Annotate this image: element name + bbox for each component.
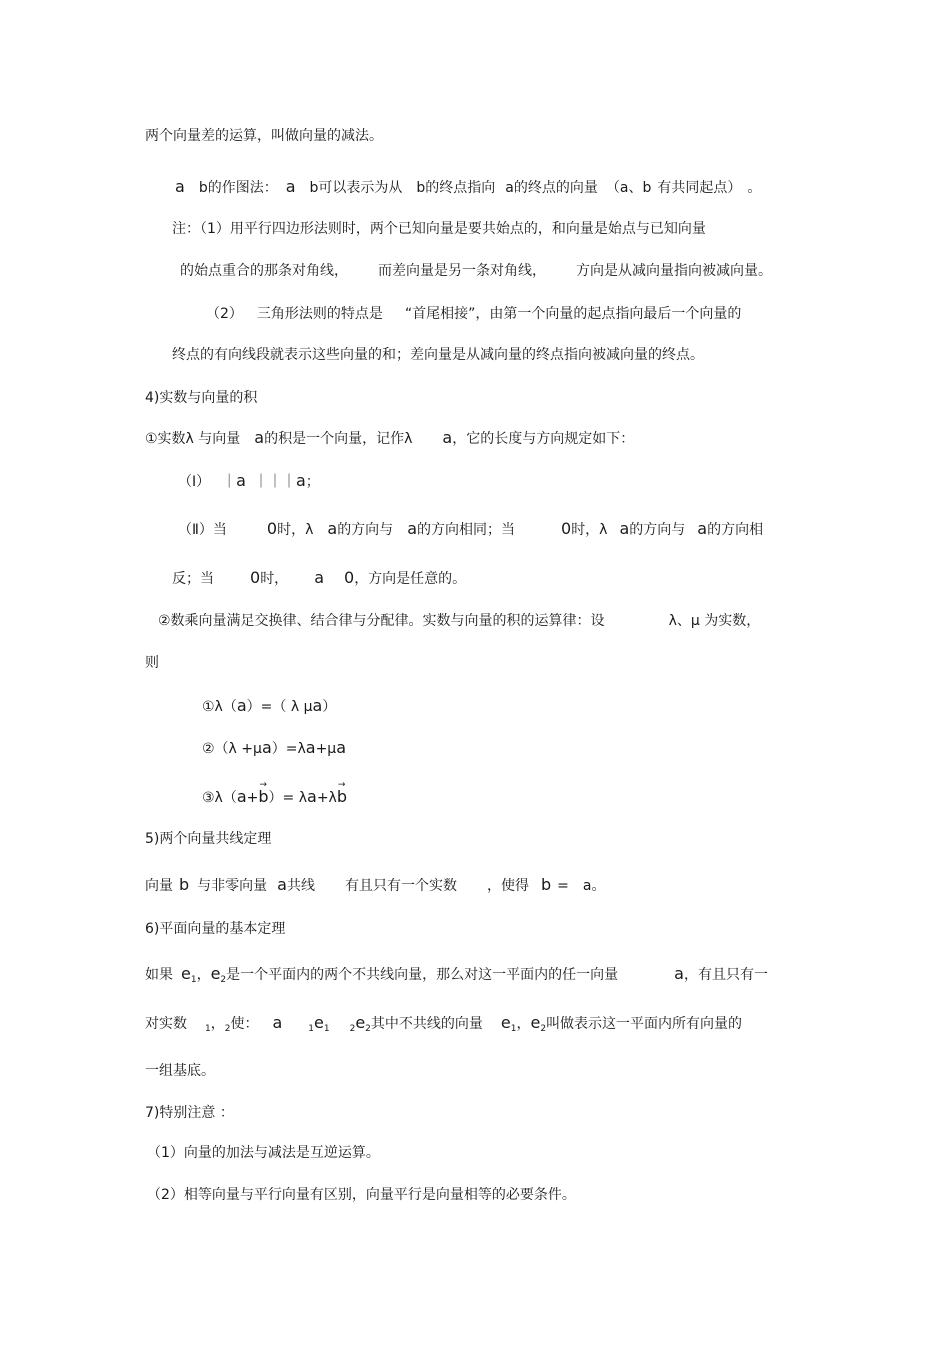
text-span: ，方向是任意的。 — [354, 571, 467, 587]
text-span: a的终点的向量 — [505, 180, 598, 196]
text-span: ； — [305, 474, 320, 490]
text-span: 的始点重合的那条对角线， — [180, 263, 348, 279]
section-heading: 6)平面向量的基本定理 — [145, 921, 286, 937]
basis-theorem-line — [145, 965, 768, 989]
note-item: （1）向量的加法与减法是互逆运算。 — [147, 1145, 380, 1161]
subscript: 2 — [349, 1024, 356, 1034]
formula-distributive-vector — [202, 788, 347, 807]
vector-a: a — [674, 964, 684, 983]
text-span: 向量 — [145, 878, 173, 894]
vector-a: a — [236, 696, 247, 715]
vector-a: a — [619, 519, 630, 538]
zero-symbol: 0 — [561, 519, 572, 538]
vector-a: a — [442, 428, 453, 447]
vector-a: a — [236, 471, 246, 490]
text-span: 的方向相同；当 — [417, 522, 515, 538]
text-span: 的方向相 — [707, 522, 764, 538]
text-line: 两个向量差的运算，叫做向量的减法。 — [145, 128, 383, 144]
text-span: 时，λ — [571, 522, 608, 538]
vector-b: → b — [337, 788, 347, 806]
vector-b: b — [179, 875, 190, 894]
text-span: 时， — [260, 571, 289, 587]
vector-e1: e — [181, 964, 191, 983]
subscript: 1 — [323, 1024, 330, 1034]
text-span: ，有且只有一 — [683, 967, 768, 983]
text-span: ， — [516, 1016, 531, 1032]
text-span: ②数乘向量满足交换律、结合律与分配律。实数与向量的积的运算律：设 — [158, 613, 605, 629]
vector-a: a — [327, 519, 338, 538]
zero-symbol: 0 — [266, 519, 278, 538]
vector-a: a — [307, 787, 317, 806]
text-span: b的作图法： — [198, 180, 278, 196]
text-span: ）= λ — [268, 790, 308, 806]
text-span: 的方向与 — [337, 522, 394, 538]
vector-e2: e — [210, 964, 221, 983]
note-line — [206, 305, 741, 323]
vector-e2: e — [530, 1013, 541, 1032]
formula-associative — [202, 697, 336, 716]
zero-symbol: 0 — [250, 568, 261, 587]
text-span: ①λ（ — [202, 699, 237, 715]
zero-symbol: 0 — [344, 568, 355, 587]
note-line — [180, 262, 772, 280]
text-span: 有且只有一个实数 — [344, 878, 457, 894]
vector-b: b — [540, 875, 552, 894]
text-span: ， — [210, 1016, 225, 1032]
vector-e1: e — [314, 1013, 324, 1032]
basis-theorem-line — [145, 1014, 742, 1038]
text-span: ，使得 — [486, 878, 529, 894]
subscript: 2 — [540, 1024, 547, 1034]
text-span: （Ⅱ）当 — [178, 522, 227, 538]
text-span: 。 — [747, 180, 762, 196]
vector-a: a — [254, 428, 265, 447]
section-heading: 7)特别注意 ： — [145, 1105, 234, 1121]
text-span: ）=（ λ μ — [246, 699, 313, 715]
text-span: （2） — [206, 306, 243, 322]
operation-laws-line — [158, 612, 760, 630]
vector-a: a — [336, 738, 347, 757]
vector-a: a — [175, 177, 185, 196]
text-span: （Ⅰ） — [178, 474, 211, 490]
text-span: ｜ — [222, 474, 237, 490]
subscript: 2 — [220, 975, 227, 985]
vector-a: a — [295, 471, 306, 490]
section-heading: 5)两个向量共线定理 — [145, 831, 272, 847]
subscript: 1 — [190, 975, 197, 985]
text-span: b的终点指向 — [416, 180, 496, 196]
vector-a: a — [261, 738, 272, 757]
text-span: 反；当 — [172, 571, 214, 587]
vector-a: a — [314, 568, 324, 587]
text-span: +λ — [316, 790, 337, 806]
vector-a: a — [285, 177, 296, 196]
formula-distributive-scalar — [202, 739, 346, 758]
vector-a: a — [312, 696, 323, 715]
text-span: 而差向量是另一条对角线， — [378, 263, 546, 279]
subscript: 1 — [205, 1024, 211, 1034]
subscript: 2 — [224, 1024, 231, 1034]
text-span: 三角形法则的特点是 — [256, 306, 383, 322]
subscript: 1 — [308, 1024, 315, 1034]
text-span: ，它的长度与方向规定如下： — [452, 431, 635, 447]
text-span: 。 — [591, 878, 606, 894]
vector-a: a — [582, 878, 592, 894]
text-span: ①实数λ 与向量 — [145, 431, 241, 447]
text-span: 是一个平面内的两个不共线向量，那么对这一平面内的任一向量 — [226, 967, 619, 983]
text-span: +μ — [315, 741, 337, 757]
text-span: 方向是从减向量指向被减向量。 — [576, 263, 772, 279]
text-span: = — [557, 878, 569, 894]
text-span: 叫做表示这一平面内所有向量的 — [546, 1016, 743, 1032]
text-span: 对实数 — [145, 1016, 187, 1032]
text-span: 有共同起点） — [657, 180, 742, 196]
vector-a: a — [236, 787, 247, 806]
vector-a: a — [305, 738, 316, 757]
text-span: ②（λ +μ — [202, 741, 262, 757]
vector-e2: e — [355, 1013, 366, 1032]
text-span: ③λ（ — [202, 790, 237, 806]
section-heading: 4)实数与向量的积 — [145, 390, 258, 406]
subtraction-construction-line — [175, 178, 761, 197]
vector-e1: e — [500, 1013, 511, 1032]
formula-line — [178, 520, 763, 539]
formula-line — [172, 569, 466, 588]
text-span: λ、μ 为实数， — [668, 613, 761, 629]
text-span: a、b — [619, 180, 652, 196]
note-line: 注：（1）用平行四边形法则时，两个已知向量是要共始点的，和向量是始点与已知向量 — [172, 221, 706, 237]
vector-a: a — [277, 875, 287, 894]
note-item: （2）相等向量与平行向量有区别，向量平行是向量相等的必要条件。 — [147, 1187, 576, 1203]
text-span: （ — [605, 180, 620, 196]
text-span: 如果 — [145, 967, 173, 983]
text-span: ， — [196, 967, 211, 983]
formula-line — [178, 472, 320, 491]
text-span: 使： — [230, 1016, 259, 1032]
text-span: ｜｜｜ — [253, 474, 296, 490]
vector-a: a — [697, 519, 708, 538]
text-span: + — [246, 790, 259, 806]
vector-a: a — [272, 1013, 283, 1032]
text-span: 共线 — [286, 878, 315, 894]
text-span: “首尾相接”，由第一个向量的起点指向最后一个向量的 — [404, 306, 742, 322]
text-span: 的积是一个向量，记作λ — [264, 431, 413, 447]
text-span: 的方向与 — [629, 522, 686, 538]
text-line: 一组基底。 — [145, 1063, 215, 1079]
collinear-theorem-line — [145, 876, 605, 895]
text-span: b可以表示为从 — [309, 180, 403, 196]
text-span: 其中不共线的向量 — [370, 1016, 483, 1032]
text-span: 时，λ — [277, 522, 314, 538]
text-span: ）=λ — [271, 741, 306, 757]
subscript: 2 — [365, 1024, 371, 1034]
subscript: 1 — [510, 1024, 517, 1034]
vector-a: a — [407, 519, 417, 538]
text-line: 则 — [145, 655, 159, 671]
vector-b: → b — [258, 788, 268, 806]
definition-line — [145, 429, 634, 448]
text-span: ） — [322, 699, 337, 715]
note-line: 终点的有向线段就表示这些向量的和；差向量是从减向量的终点指向被减向量的终点。 — [172, 347, 704, 363]
text-span: 与非零向量 — [197, 878, 268, 894]
